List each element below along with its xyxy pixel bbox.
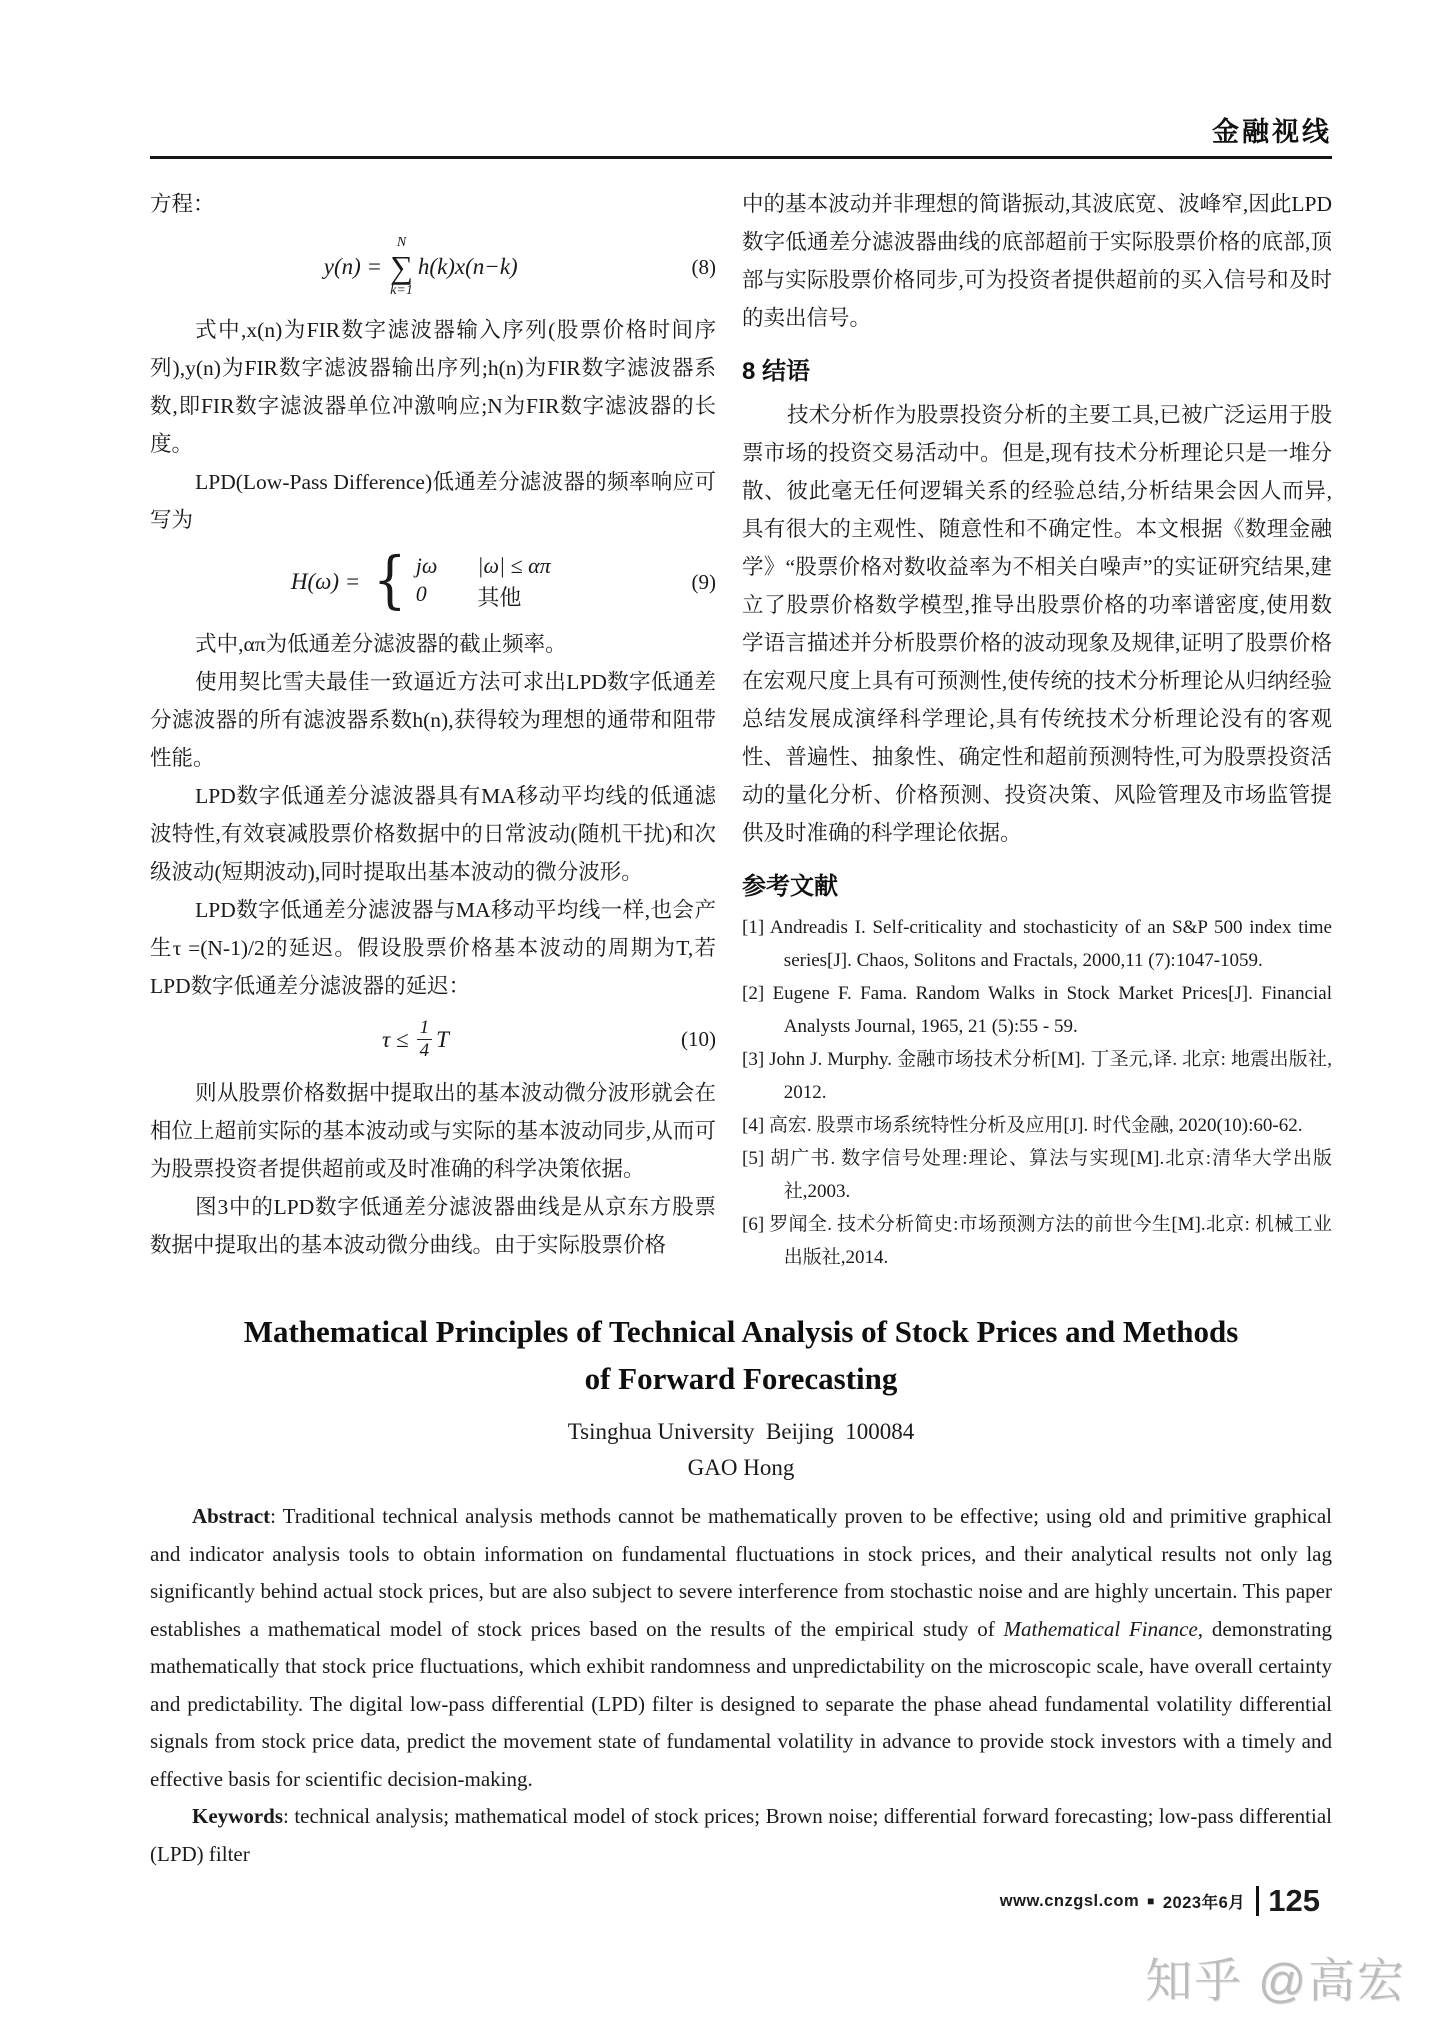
abstract-text-2: , demonstrating mathematically that stock price fluctuations, which exhibit randomness and unpredictability on the microscopic scale, have overall certainty and predictability. The digital low-pass differential (LPD) filter is designed to separate the phase ahead fundamental volatility differential signals from stock price data, predict the movement state of fundamental volatility in advance to provide stock investors with a timely and effective basis for scientific decision-making. — [150, 1616, 1332, 1791]
paragraph-figure3: 图3中的LPD数字低通差分滤波器曲线是从京东方股票数据中提取出的基本波动微分曲线。由于实际股票价格 — [150, 1194, 716, 1257]
eq9-lhs: H(ω) = — [290, 569, 361, 595]
footer-bullet-icon: ■ — [1147, 1894, 1155, 1908]
abstract-paragraph — [150, 1498, 1332, 1798]
keywords-label: Keywords — [192, 1804, 283, 1828]
equation-8 — [150, 235, 716, 299]
reference-item: [1] Andreadis I. Self-criticality and stochasticity of an S&P 500 index time series[J]. Chaos, Solitons and Fractals, 2000,11 (7):1047-1059. — [742, 917, 1332, 971]
fraction-denominator: 4 — [419, 1040, 430, 1062]
abstract-journal-name: Mathematical Finance — [1003, 1616, 1198, 1641]
abstract-text-1: : Traditional technical analysis methods cannot be mathematically proven to be effective; using old and primitive graphical and indicator analysis tools to obtain information on fundamental fluctuations in stock prices, and their analytical results not only lag significantly behind actual stock prices, but are also subject to severe interference from stochastic noise and are highly uncertain. This paper establishes a mathematical model of stock prices based on the results of the empirical study of — [150, 1504, 1332, 1641]
footer-divider — [1256, 1886, 1259, 1916]
paragraph-cutoff: 式中,απ为低通差分滤波器的截止频率。 — [195, 632, 567, 657]
references-heading: 参考文献 — [742, 873, 838, 900]
intro-line: 方程： — [150, 192, 215, 216]
english-title — [150, 1308, 1332, 1402]
header-rule — [150, 156, 1332, 159]
eq8-lhs: y(n) = — [323, 254, 383, 280]
equation-10-body — [150, 1017, 681, 1062]
reference-item: [3] John J. Murphy. 金融市场技术分析[M]. 丁圣元,译. 北京: 地震出版社, 2012. — [742, 1049, 1332, 1103]
zhihu-watermark: 知乎 @高宏 — [1145, 1954, 1406, 2007]
reference-item: [6] 罗闻全. 技术分析简史:市场预测方法的前世今生[M].北京: 机械工业出版社,2014. — [742, 1214, 1332, 1268]
two-column-body — [150, 185, 1332, 1274]
paragraph-forward: 则从股票价格数据中提取出的基本波动微分波形就会在相位上超前实际的基本波动或与实际的基本波动同步,从而可为股票投资者提供超前或及时准确的科学决策依据。 — [150, 1080, 716, 1181]
affiliation: Tsinghua University Beijing 100084 — [567, 1419, 915, 1444]
page-header — [150, 0, 1332, 159]
sigma-upper-limit: N — [396, 235, 407, 250]
eq10-number: (10) — [681, 1027, 716, 1052]
keywords-text: : technical analysis; mathematical model of stock prices; Brown noise; differential forward forecasting; low-pass differential (LPD) filter — [150, 1804, 1332, 1866]
sigma-lower-limit: k=1 — [390, 283, 413, 299]
section-label: 金融视线 — [1212, 117, 1332, 147]
eq8-rhs: h(k)x(n−k) — [417, 254, 518, 280]
paragraph-lpd-frequency: LPD(Low-Pass Difference)低通差分滤波器的频率响应可写为 — [150, 470, 716, 533]
eq9-case2-value: 0 — [415, 580, 427, 606]
paragraph-continuation: 中的基本波动并非理想的简谐振动,其波底宽、波峰窄,因此LPD数字低通差分滤波器曲线的底部超前于实际股票价格的底部,顶部与实际股票价格同步,可为投资者提供超前的买入信号和及时的卖出信号。 — [742, 192, 1332, 330]
equation-9-body — [150, 543, 692, 617]
left-column — [150, 185, 716, 1274]
eq10-lhs: τ ≤ — [382, 1026, 409, 1052]
reference-item: [5] 胡广书. 数字信号处理:理论、算法与实现[M].北京:清华大学出版社,2003. — [742, 1148, 1332, 1202]
eq9-case2-condition: 其他 — [477, 584, 522, 610]
equation-10 — [150, 1017, 716, 1062]
paragraph-delay: LPD数字低通差分滤波器与MA移动平均线一样,也会产生τ =(N-1)/2的延迟。假设股票价格基本波动的周期为T,若LPD数字低通差分滤波器的延迟： — [150, 898, 716, 999]
keywords-paragraph — [150, 1798, 1332, 1873]
author-name: GAO Hong — [687, 1455, 795, 1480]
abstract-label: Abstract — [192, 1504, 271, 1528]
reference-item: [2] Eugene F. Fama. Random Walks in Stock Market Prices[J]. Financial Analysts Journal, 1965, 21 (5):55 - 59. — [742, 983, 1332, 1037]
sigma-icon: ∑ — [390, 249, 413, 286]
english-title-line2: of Forward Forecasting — [584, 1361, 898, 1396]
paragraph-fir-series: 式中,x(n)为FIR数字滤波器输入序列(股票价格时间序列),y(n)为FIR数字滤波器输出序列;h(n)为FIR数字滤波器系数,即FIR数字滤波器单位冲激响应;N为FIR数字滤波器的长度。 — [150, 318, 716, 457]
fraction-one-quarter — [417, 1017, 433, 1062]
page-content — [150, 0, 1332, 1873]
reference-item: [4] 高宏. 股票市场系统特性分析及应用[J]. 时代金融, 2020(10):60-62. — [742, 1115, 1303, 1136]
page-number: 125 — [1268, 1883, 1320, 1918]
paragraph-chebyshev: 使用契比雪夫最佳一致逼近方法可求出LPD数字低通差分滤波器的所有滤波器系数h(n),获得较为理想的通带和阻带性能。 — [150, 670, 716, 771]
fraction-numerator: 1 — [417, 1017, 433, 1040]
issue-date: 2023年6月 — [1162, 1894, 1246, 1912]
left-brace-icon: { — [373, 543, 407, 617]
right-column — [742, 185, 1332, 1274]
eq10-rhs: T — [436, 1026, 449, 1052]
eq8-number: (8) — [691, 254, 716, 279]
conclusion-heading: 8 结语 — [742, 358, 811, 385]
paragraph-conclusion: 技术分析作为股票投资分析的主要工具,已被广泛运用于股票市场的投资交易活动中。但是,现有技术分析理论只是一堆分散、彼此毫无任何逻辑关系的经验总结,分析结果会因人而异,具有很大的主观性、随意性和不确定性。本文根据《数理金融学》“股票价格对数收益率为不相关白噪声”的实证研究结果,建立了股票价格数学模型,推导出股票价格的功率谱密度,使用数学语言描述并分析股票价格的波动现象及规律,证明了股票价格在宏观尺度上具有可预测性,使传统的技术分析理论从归纳经验总结发展成演绎科学理论,具有传统技术分析理论没有的客观性、普遍性、抽象性、确定性和超前预测特性,可为股票投资活动的量化分析、价格预测、投资决策、风险管理及市场监管提供及时准确的科学理论依据。 — [742, 403, 1332, 845]
journal-website: www.cnzgsl.com — [999, 1891, 1140, 1910]
eq9-case1-value: jω — [415, 552, 438, 578]
eq9-case1-condition: |ω| ≤ απ — [477, 552, 551, 578]
eq9-cases — [416, 553, 551, 612]
page-footer — [999, 1883, 1320, 1918]
eq9-number: (9) — [691, 569, 716, 594]
english-abstract-section — [150, 1308, 1332, 1873]
equation-8-body — [150, 235, 692, 299]
sigma-sum — [390, 235, 413, 299]
english-title-line1: Mathematical Principles of Technical Analysis of Stock Prices and Methods — [243, 1314, 1239, 1349]
equation-9 — [150, 543, 716, 617]
paragraph-ma-lowpass: LPD数字低通差分滤波器具有MA移动平均线的低通滤波特性,有效衰减股票价格数据中的日常波动(随机干扰)和次级波动(短期波动),同时提取出基本波动的微分波形。 — [150, 784, 716, 885]
